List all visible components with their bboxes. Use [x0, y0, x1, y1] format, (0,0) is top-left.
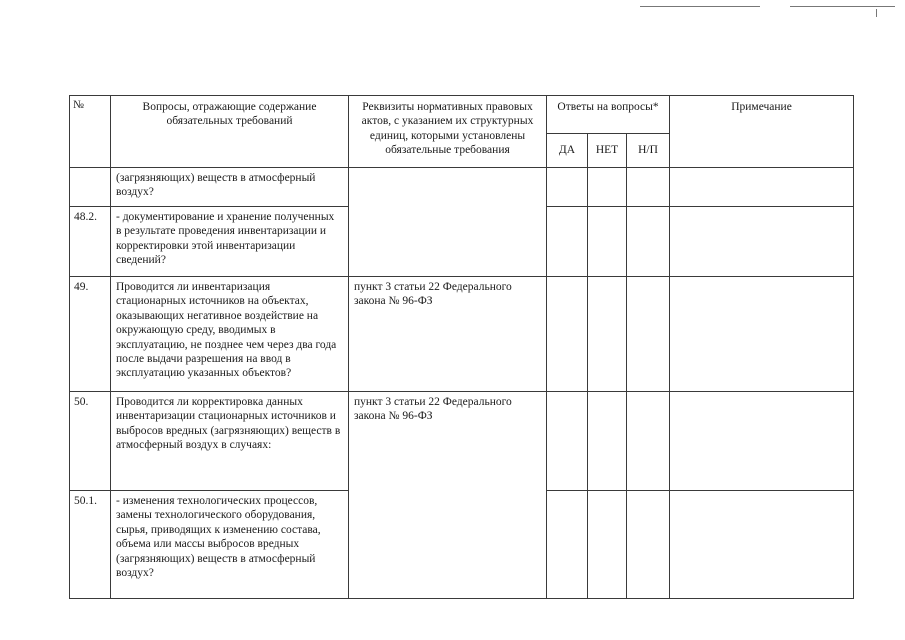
- header-requisites: Реквизиты нормативных правовых актов, с указанием их структурных единиц, которыми установлены обязательные требования: [349, 96, 547, 168]
- table-row: [70, 392, 854, 491]
- header-answer-na: Н/П: [627, 134, 670, 168]
- answer-no-cell: [588, 168, 627, 207]
- answer-yes-cell: [547, 392, 588, 491]
- answer-no-cell: [588, 491, 627, 599]
- answer-yes-cell: [547, 168, 588, 207]
- answer-no-cell: [588, 277, 627, 392]
- scan-artifact-tick: [876, 9, 877, 17]
- row-num: 48.2.: [70, 207, 111, 277]
- row-num: 49.: [70, 277, 111, 392]
- row-reference: [349, 168, 547, 277]
- row-num: 50.1.: [70, 491, 111, 599]
- header-row: [70, 96, 854, 134]
- header-answers: Ответы на вопросы*: [547, 96, 670, 134]
- answer-no-cell: [588, 392, 627, 491]
- answer-na-cell: [627, 491, 670, 599]
- scan-artifact-line: [790, 6, 895, 7]
- answer-yes-cell: [547, 491, 588, 599]
- row-question: Проводится ли инвентаризация стационарных источников на объектах, оказывающих негативное воздействие на окружающую среду, вводимых в эксплуатацию, не позднее чем через два года после выдачи разрешения на ввод в эксплуатацию указанных объектов?: [111, 277, 349, 392]
- answer-no-cell: [588, 207, 627, 277]
- note-cell: [670, 207, 854, 277]
- header-answer-yes: ДА: [547, 134, 588, 168]
- checklist-table: [69, 95, 854, 599]
- row-reference: пункт 3 статьи 22 Федерального закона № 96-ФЗ: [349, 392, 547, 599]
- answer-yes-cell: [547, 207, 588, 277]
- header-num: №: [70, 96, 111, 168]
- row-num: [70, 168, 111, 207]
- table-row: [70, 168, 854, 207]
- note-cell: [670, 168, 854, 207]
- header-answer-no: НЕТ: [588, 134, 627, 168]
- row-reference: пункт 3 статьи 22 Федерального закона № 96-ФЗ: [349, 277, 547, 392]
- row-question: (загрязняющих) веществ в атмосферный воздух?: [111, 168, 349, 207]
- answer-yes-cell: [547, 277, 588, 392]
- row-question: - изменения технологических процессов, замены технологического оборудования, сырья, приводящих к изменению состава, объема или массы выбросов вредных (загрязняющих) веществ в атмосферный воздух?: [111, 491, 349, 599]
- table-row: [70, 277, 854, 392]
- answer-na-cell: [627, 207, 670, 277]
- row-num: 50.: [70, 392, 111, 491]
- answer-na-cell: [627, 392, 670, 491]
- note-cell: [670, 392, 854, 491]
- scan-artifact-line: [640, 6, 760, 7]
- row-question: - документирование и хранение полученных в результате проведения инвентаризации и корректировки этой инвентаризации сведений?: [111, 207, 349, 277]
- header-questions: Вопросы, отражающие содержание обязательных требований: [111, 96, 349, 168]
- note-cell: [670, 277, 854, 392]
- row-question: Проводится ли корректировка данных инвентаризации стационарных источников и выбросов вредных (загрязняющих) веществ в атмосферный воздух в случаях:: [111, 392, 349, 491]
- answer-na-cell: [627, 168, 670, 207]
- answer-na-cell: [627, 277, 670, 392]
- note-cell: [670, 491, 854, 599]
- header-note: Примечание: [670, 96, 854, 168]
